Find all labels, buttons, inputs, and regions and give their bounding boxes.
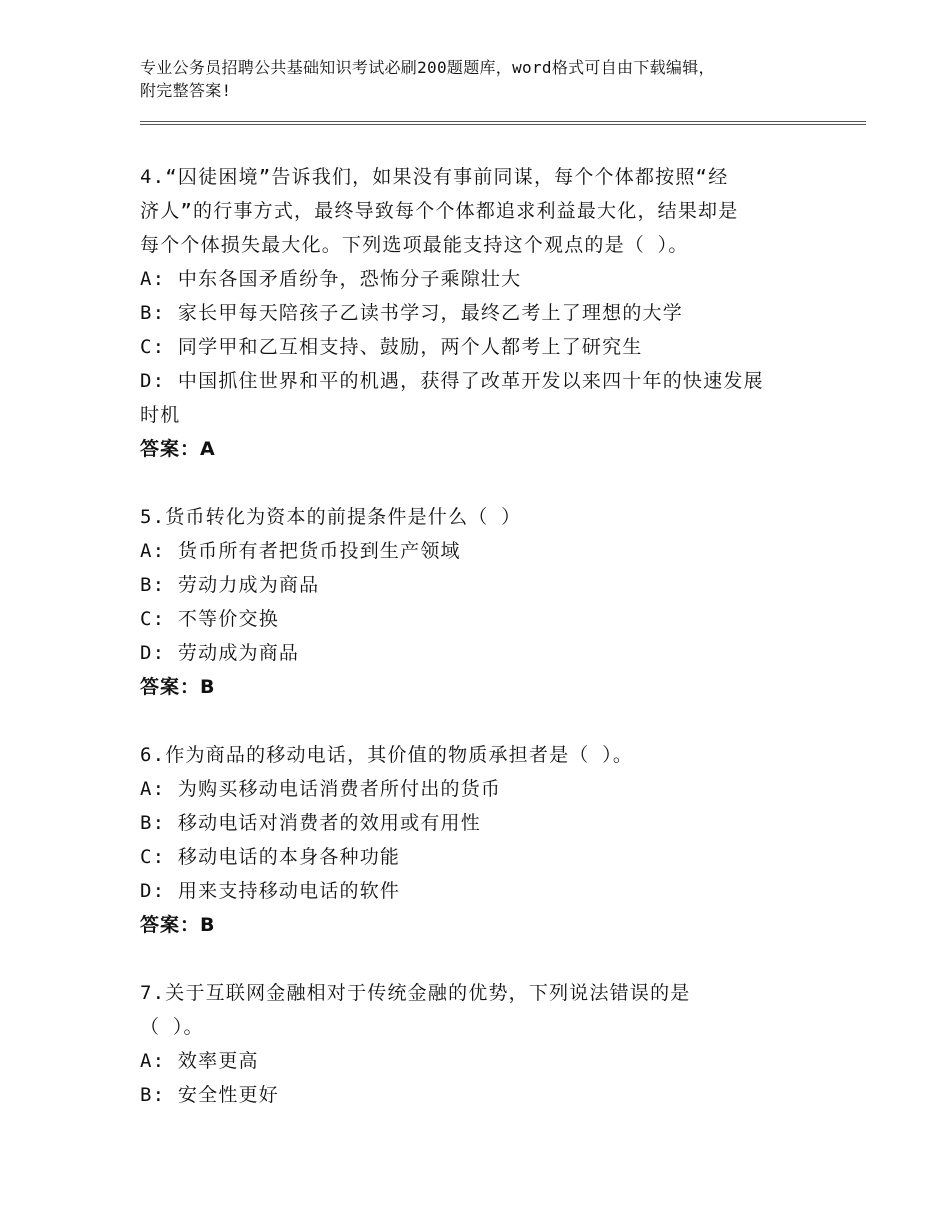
option-b: B: 家长甲每天陪孩子乙读书学习，最终乙考上了理想的大学	[140, 302, 683, 324]
option-a: A: 中东各国矛盾纷争，恐怖分子乘隙壮大	[140, 268, 522, 290]
option-a: A: 为购买移动电话消费者所付出的货币	[140, 778, 502, 800]
option-a: A: 货币所有者把货币投到生产领域	[140, 540, 461, 562]
option-c: C: 不等价交换	[140, 608, 279, 630]
option-b: B: 安全性更好	[140, 1084, 279, 1106]
answer-label: 答案：A	[140, 438, 216, 460]
option-d: D: 中国抓住世界和平的机遇，获得了改革开发以来四十年的快速发展	[140, 370, 764, 392]
header-line-2: 附完整答案!	[140, 81, 232, 100]
document-header	[140, 56, 840, 102]
question-stem: 7.关于互联网金融相对于传统金融的优势，下列说法错误的是	[140, 982, 691, 1004]
question-4	[140, 160, 840, 466]
question-7	[140, 976, 840, 1112]
answer-label: 答案：B	[140, 676, 216, 698]
option-c: C: 移动电话的本身各种功能	[140, 846, 401, 868]
question-6	[140, 738, 840, 942]
option-b: B: 劳动力成为商品	[140, 574, 320, 596]
option-b: B: 移动电话对消费者的效用或有用性	[140, 812, 481, 834]
header-line-1: 专业公务员招聘公共基础知识考试必刷200题题库，word格式可自由下载编辑，	[140, 58, 715, 77]
answer-label: 答案：B	[140, 914, 216, 936]
question-stem: 4.“囚徒困境”告诉我们，如果没有事前同谋，每个个体都按照“经	[140, 166, 729, 188]
option-a: A: 效率更高	[140, 1050, 259, 1072]
option-d: D: 劳动成为商品	[140, 642, 300, 664]
question-list	[140, 160, 840, 1146]
option-d-continued: 时机	[140, 404, 181, 426]
question-stem: 济人”的行事方式，最终导致每个个体都追求利益最大化，结果却是	[140, 200, 739, 222]
question-stem: 每个个体损失最大化。下列选项最能支持这个观点的是（ ）。	[140, 234, 689, 256]
header-rule-bottom	[140, 124, 866, 125]
option-d: D: 用来支持移动电话的软件	[140, 880, 401, 902]
question-stem: （ ）。	[140, 1016, 204, 1038]
header-rule-top	[140, 121, 866, 122]
option-c: C: 同学甲和乙互相支持、鼓励，两个人都考上了研究生	[140, 336, 643, 358]
question-5	[140, 500, 840, 704]
question-stem: 5.货币转化为资本的前提条件是什么（ ）	[140, 506, 522, 528]
question-stem: 6.作为商品的移动电话，其价值的物质承担者是（ ）。	[140, 744, 634, 766]
